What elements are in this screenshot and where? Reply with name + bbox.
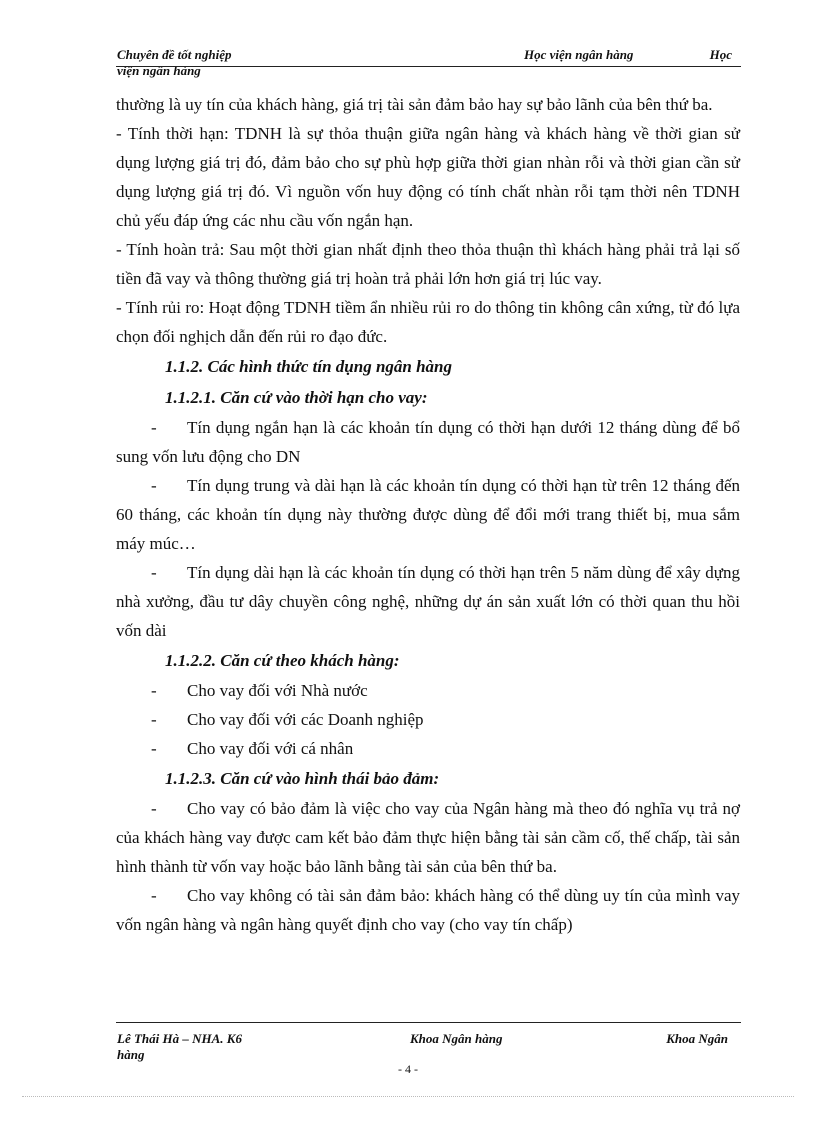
- page-header: [117, 47, 740, 78]
- page-number: - 4 -: [398, 1062, 418, 1076]
- section-heading-credit-forms: 1.1.2. Các hình thức tín dụng ngân hàng: [165, 357, 453, 376]
- paragraph-collateral: thường là uy tín của khách hàng, giá trị tài sản đảm bảo hay sự bảo lãnh của bên thứ ba.: [116, 95, 713, 114]
- subsection-heading-loan-term: 1.1.2.1. Căn cứ vào thời hạn cho vay:: [165, 388, 428, 407]
- subsection-heading-collateral: 1.1.2.3. Căn cứ vào hình thái bảo đảm:: [165, 769, 440, 788]
- list-item-text: Tín dụng dài hạn là các khoản tín dụng có thời hạn trên 5 năm dùng để xây dựng nhà xưởng, đầu tư dây chuyền công nghệ, những dự án sản xuất lớn có thời quan thu hồi vốn dài: [116, 563, 740, 640]
- list-item: [116, 471, 740, 558]
- list-item: [116, 558, 740, 645]
- dash-marker: -: [151, 739, 157, 758]
- list-item-text: Tín dụng trung và dài hạn là các khoản tín dụng có thời hạn từ trên 12 tháng đến 60 tháng, các khoản tín dụng này thường được dùng để đổi mới trang thiết bị, mua sắm máy múc…: [116, 476, 740, 553]
- dash-marker: -: [151, 476, 157, 495]
- dash-marker: -: [151, 418, 157, 437]
- list-item-text: Cho vay đối với Nhà nước: [187, 681, 368, 700]
- list-item-text: Tín dụng ngắn hạn là các khoản tín dụng có thời hạn dưới 12 tháng dùng để bổ sung vốn lưu động cho DN: [116, 418, 740, 466]
- footer-author: Lê Thái Hà – NHA. K6: [117, 1031, 242, 1046]
- footer-divider: [116, 1022, 741, 1023]
- dash-marker: -: [151, 799, 157, 818]
- paragraph-risk: - Tính rủi ro: Hoạt động TDNH tiềm ẩn nhiều rủi ro do thông tin không cân xứng, từ đó lựa chọn đối nghịch dẫn đến rủi ro đạo đức.: [116, 298, 740, 346]
- list-item-text: Cho vay đối với cá nhân: [187, 739, 354, 758]
- dash-marker: -: [151, 710, 157, 729]
- header-thesis-title: Chuyên đề tốt nghiệp: [117, 47, 232, 62]
- list-item: [116, 734, 740, 763]
- footer-faculty: Khoa Ngân hàng: [410, 1031, 503, 1046]
- list-item-text: Cho vay không có tài sản đảm bảo: khách hàng có thể dùng uy tín của mình vay vốn ngân hàng và ngân hàng quyết định cho vay (cho vay tín chấp): [116, 886, 740, 934]
- footer-right-text: Khoa Ngân: [666, 1031, 728, 1046]
- list-item: [116, 413, 740, 471]
- paragraph-term: - Tính thời hạn: TDNH là sự thỏa thuận giữa ngân hàng và khách hàng về thời gian sử dụng lượng giá trị đó, đảm bảo cho sự phù hợp giữa thời gian nhàn rỗi và thời gian cần sử dụng lượng giá trị đó. Vì nguồn vốn huy động có tính chất nhàn rỗi tạm thời nên TDNH chủ yếu đáp ứng các nhu cầu vốn ngắn hạn.: [116, 124, 740, 230]
- header-divider: [116, 66, 741, 67]
- dash-marker: -: [151, 681, 157, 700]
- header-institution: Học viện ngân hàng: [524, 47, 634, 62]
- page-footer: [117, 1031, 740, 1062]
- header-wrapped-text: viện ngân hàng: [117, 63, 201, 78]
- page-body: [116, 90, 740, 939]
- list-item: [116, 794, 740, 881]
- footer-wrapped-text: hàng: [117, 1047, 145, 1062]
- subsection-heading-customer: 1.1.2.2. Căn cứ theo khách hàng:: [165, 651, 400, 670]
- list-item: [116, 881, 740, 939]
- list-item: [116, 705, 740, 734]
- list-item-text: Cho vay có bảo đảm là việc cho vay của Ngân hàng mà theo đó nghĩa vụ trả nợ của khách hàng vay được cam kết bảo đảm thực hiện bằng tài sản cầm cố, thế chấp, tài sản hình thành từ vốn vay hoặc bảo lãnh bằng tài sản của bên thứ ba.: [116, 799, 740, 876]
- dash-marker: -: [151, 563, 157, 582]
- paragraph-repayment: - Tính hoàn trả: Sau một thời gian nhất định theo thỏa thuận thì khách hàng phải trả lại số tiền đã vay và thông thường giá trị hoàn trả phải lớn hơn giá trị lúc vay.: [116, 240, 740, 288]
- list-item-text: Cho vay đối với các Doanh nghiệp: [187, 710, 424, 729]
- page-bottom-border: [22, 1096, 794, 1097]
- header-right-text: Học: [709, 47, 732, 62]
- list-item: [116, 676, 740, 705]
- dash-marker: -: [151, 886, 157, 905]
